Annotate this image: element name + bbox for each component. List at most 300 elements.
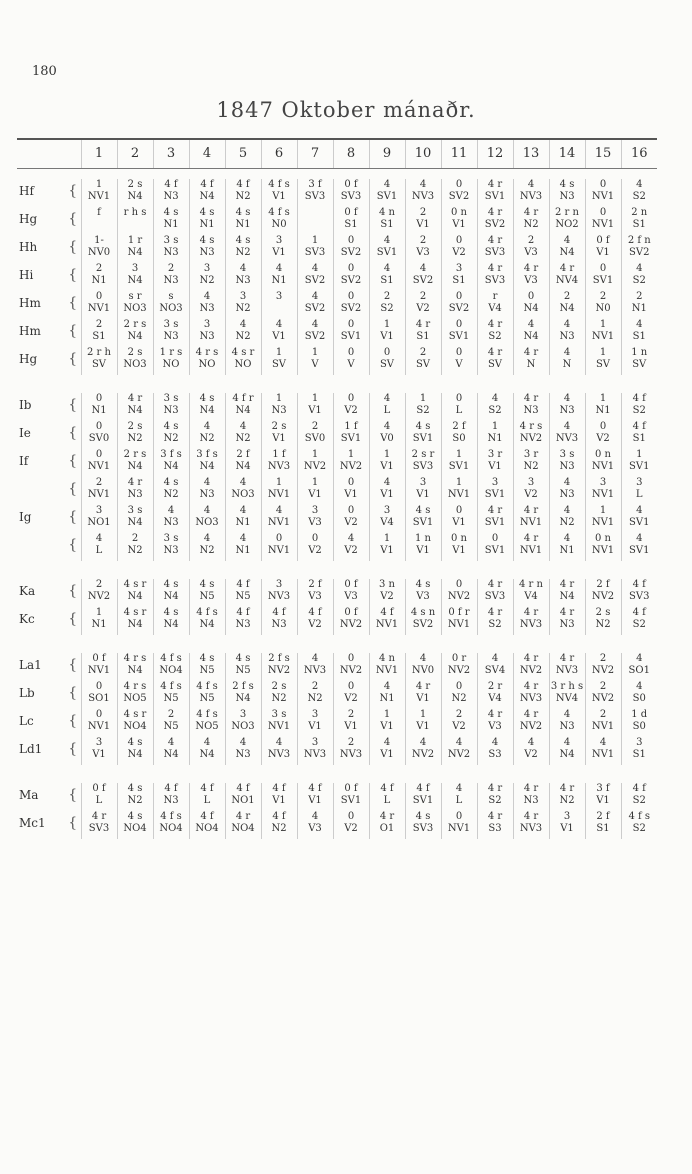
station-label: Hh bbox=[19, 240, 38, 254]
cloud-value: 4 r bbox=[523, 653, 539, 664]
cloud-value: 2 bbox=[599, 681, 607, 692]
station-label: Lc bbox=[19, 714, 34, 728]
cloud-value: 2 s bbox=[127, 421, 143, 432]
cloud-value: 4 f s bbox=[160, 681, 182, 692]
observation-cell bbox=[405, 179, 441, 207]
observation-cell bbox=[189, 709, 225, 737]
observation-cell bbox=[81, 533, 117, 561]
observation-cell bbox=[405, 319, 441, 347]
wind-value: SV1 bbox=[412, 433, 434, 444]
cloud-value: 4 s bbox=[127, 811, 143, 822]
wind-value: N3 bbox=[163, 331, 179, 342]
observation-cell bbox=[117, 783, 153, 811]
observation-cell bbox=[333, 533, 369, 561]
wind-value: N bbox=[562, 359, 572, 370]
cloud-value: 2 bbox=[311, 681, 319, 692]
cloud-value: 1 n bbox=[415, 533, 431, 544]
wind-value: SV3 bbox=[304, 191, 326, 202]
cloud-value: 2 bbox=[455, 709, 463, 720]
wind-value: V2 bbox=[524, 489, 538, 500]
observation-cell bbox=[117, 393, 153, 421]
wind-value: N3 bbox=[235, 275, 251, 286]
cloud-value: 4 s bbox=[163, 421, 179, 432]
cloud-value: 0 bbox=[599, 207, 607, 218]
wind-value: N4 bbox=[235, 693, 251, 704]
wind-value: N2 bbox=[127, 795, 143, 806]
cloud-value: 1 bbox=[275, 477, 283, 488]
observation-cell bbox=[585, 653, 621, 681]
cloud-value: 4 f s bbox=[196, 709, 218, 720]
wind-value: S3 bbox=[488, 749, 502, 760]
cloud-value: 3 bbox=[636, 737, 643, 748]
cloud-value: 0 bbox=[95, 421, 103, 432]
wind-value: N4 bbox=[163, 619, 179, 630]
cloud-value: 4 f bbox=[632, 579, 646, 590]
cloud-value: 4 bbox=[95, 533, 103, 544]
weather-table-container bbox=[17, 138, 657, 839]
wind-value: N3 bbox=[163, 275, 179, 286]
wind-value: V1 bbox=[308, 795, 322, 806]
wind-value: N2 bbox=[559, 795, 575, 806]
cloud-value: 4 f bbox=[308, 607, 322, 618]
wind-value: N4 bbox=[559, 591, 575, 602]
cloud-value: 1 bbox=[383, 533, 391, 544]
observation-cell bbox=[405, 579, 441, 607]
observation-cell bbox=[441, 477, 477, 505]
observation-cell bbox=[621, 737, 657, 765]
wind-value: NV1 bbox=[87, 665, 111, 676]
observation-cell bbox=[297, 449, 333, 477]
wind-value: S1 bbox=[632, 331, 646, 342]
wind-value: N5 bbox=[199, 665, 215, 676]
cloud-value: 4 bbox=[383, 179, 391, 190]
cloud-value: 4 r s bbox=[123, 681, 147, 692]
observation-cell bbox=[369, 533, 405, 561]
wind-value: V1 bbox=[596, 247, 610, 258]
wind-value: NV3 bbox=[519, 619, 543, 630]
weather-observation-table bbox=[17, 138, 657, 839]
wind-value: V0 bbox=[380, 433, 394, 444]
observation-cell bbox=[369, 319, 405, 347]
wind-value: NO3 bbox=[123, 359, 147, 370]
cloud-value: 4 f bbox=[632, 607, 646, 618]
wind-value: SV2 bbox=[448, 191, 470, 202]
observation-cell bbox=[189, 579, 225, 607]
wind-value: L bbox=[455, 795, 463, 806]
wind-value: NO4 bbox=[231, 823, 255, 834]
wind-value: SV1 bbox=[412, 795, 434, 806]
wind-value: NO bbox=[198, 359, 216, 370]
observation-cell bbox=[441, 579, 477, 607]
cloud-value: 4 bbox=[239, 263, 247, 274]
cloud-value: 0 bbox=[455, 235, 463, 246]
observation-cell bbox=[81, 505, 117, 533]
wind-value: S2 bbox=[632, 823, 646, 834]
observation-cell bbox=[513, 533, 549, 561]
wind-value: SV bbox=[632, 359, 647, 370]
observation-cell bbox=[477, 477, 513, 505]
observation-cell bbox=[81, 263, 117, 291]
observation-cell bbox=[333, 421, 369, 449]
observation-cell bbox=[261, 319, 297, 347]
observation-cell bbox=[333, 737, 369, 765]
observation-cell bbox=[333, 505, 369, 533]
wind-value: NV3 bbox=[267, 591, 291, 602]
wind-value: S0 bbox=[632, 693, 646, 704]
wind-value: N1 bbox=[595, 405, 611, 416]
wind-value: NO4 bbox=[159, 665, 183, 676]
wind-value: NO bbox=[162, 359, 180, 370]
wind-value: N4 bbox=[127, 275, 143, 286]
cloud-value: 3 bbox=[275, 235, 283, 246]
wind-value: V1 bbox=[92, 749, 106, 760]
wind-value: N4 bbox=[559, 749, 575, 760]
observation-cell bbox=[549, 783, 585, 811]
cloud-value: 4 f s bbox=[628, 811, 651, 822]
page-title: 1847 Oktober mánaðr. bbox=[216, 98, 476, 122]
cloud-value: 0 bbox=[455, 681, 463, 692]
cloud-value: 4 s n bbox=[410, 607, 436, 618]
observation-cell bbox=[225, 179, 261, 207]
observation-cell bbox=[81, 681, 117, 709]
cloud-value: 3 bbox=[203, 319, 211, 330]
wind-value: N3 bbox=[271, 619, 287, 630]
wind-value: N4 bbox=[127, 331, 143, 342]
observation-cell bbox=[513, 737, 549, 765]
observation-cell bbox=[477, 653, 513, 681]
wind-value: S2 bbox=[632, 795, 646, 806]
cloud-value: 3 r bbox=[523, 449, 539, 460]
observation-cell bbox=[81, 811, 117, 839]
wind-value: N3 bbox=[199, 303, 215, 314]
observation-cell bbox=[297, 607, 333, 635]
observation-cell bbox=[297, 709, 333, 737]
cloud-value: 4 bbox=[203, 477, 211, 488]
observation-cell bbox=[477, 449, 513, 477]
wind-value: V4 bbox=[488, 693, 502, 704]
observation-cell bbox=[405, 811, 441, 839]
observation-cell bbox=[261, 505, 297, 533]
observation-cell bbox=[585, 235, 621, 263]
observation-cell bbox=[441, 737, 477, 765]
observation-cell bbox=[189, 681, 225, 709]
observation-cell bbox=[405, 709, 441, 737]
observation-cell bbox=[405, 449, 441, 477]
cloud-value: 2 r n bbox=[555, 207, 579, 218]
observation-cell bbox=[117, 607, 153, 635]
observation-cell bbox=[369, 393, 405, 421]
table-row bbox=[17, 449, 657, 477]
wind-value: V1 bbox=[380, 461, 394, 472]
spacer-cell bbox=[17, 635, 657, 653]
observation-cell bbox=[585, 179, 621, 207]
cloud-value: 2 r s bbox=[123, 319, 147, 330]
wind-value: V1 bbox=[272, 433, 286, 444]
wind-value: V4 bbox=[488, 303, 502, 314]
brace-mark: { bbox=[68, 583, 78, 599]
cloud-value: 0 bbox=[347, 477, 355, 488]
wind-value: V2 bbox=[308, 545, 322, 556]
cloud-value: 2 bbox=[347, 709, 355, 720]
wind-value: NO5 bbox=[123, 693, 147, 704]
observation-cell bbox=[405, 681, 441, 709]
observation-cell bbox=[117, 179, 153, 207]
observation-cell bbox=[477, 421, 513, 449]
wind-value: V1 bbox=[560, 823, 574, 834]
cloud-value: 2 bbox=[311, 421, 319, 432]
observation-cell bbox=[621, 263, 657, 291]
cloud-value: r bbox=[492, 291, 498, 302]
observation-cell bbox=[369, 449, 405, 477]
observation-cell bbox=[189, 607, 225, 635]
cloud-value: 4 r bbox=[415, 681, 431, 692]
brace-mark: { bbox=[68, 787, 78, 803]
station-label: Hi bbox=[19, 268, 34, 282]
station-label bbox=[17, 533, 65, 561]
cloud-value: 4 bbox=[419, 263, 427, 274]
wind-value: N2 bbox=[523, 219, 539, 230]
wind-value: V1 bbox=[344, 489, 358, 500]
observation-cell bbox=[297, 319, 333, 347]
wind-value: L bbox=[95, 795, 103, 806]
wind-value: N3 bbox=[163, 545, 179, 556]
wind-value: SV3 bbox=[412, 461, 434, 472]
wind-value: V1 bbox=[272, 795, 286, 806]
wind-value: NO1 bbox=[87, 517, 111, 528]
observation-cell bbox=[153, 263, 189, 291]
wind-value: V2 bbox=[596, 433, 610, 444]
observation-cell bbox=[621, 449, 657, 477]
cloud-value: 0 f bbox=[344, 179, 358, 190]
wind-value: N4 bbox=[127, 461, 143, 472]
wind-value: N2 bbox=[235, 303, 251, 314]
observation-cell bbox=[261, 681, 297, 709]
observation-cell bbox=[477, 319, 513, 347]
observation-cell bbox=[585, 263, 621, 291]
wind-value: NV1 bbox=[591, 461, 615, 472]
wind-value: N1 bbox=[91, 405, 107, 416]
observation-cell bbox=[261, 179, 297, 207]
wind-value: N4 bbox=[235, 461, 251, 472]
cloud-value: 4 f bbox=[236, 179, 250, 190]
cloud-value: 0 n bbox=[595, 533, 611, 544]
wind-value: S2 bbox=[488, 405, 502, 416]
wind-value: SV2 bbox=[304, 303, 326, 314]
observation-cell bbox=[549, 737, 585, 765]
cloud-value: 0 bbox=[347, 653, 355, 664]
cloud-value: 0 bbox=[599, 421, 607, 432]
cloud-value: 3 bbox=[527, 477, 535, 488]
observation-cell bbox=[297, 179, 333, 207]
wind-value: N3 bbox=[199, 489, 215, 500]
observation-cell bbox=[153, 653, 189, 681]
cloud-value: 4 r bbox=[487, 783, 503, 794]
observation-cell bbox=[621, 783, 657, 811]
observation-cell bbox=[225, 207, 261, 235]
observation-cell bbox=[333, 291, 369, 319]
cloud-value: 2 f s bbox=[232, 681, 254, 692]
wind-value: V2 bbox=[344, 517, 358, 528]
wind-value: S1 bbox=[632, 433, 646, 444]
cloud-value: 3 bbox=[563, 811, 571, 822]
observation-cell bbox=[225, 291, 261, 319]
wind-value: SV1 bbox=[340, 433, 362, 444]
cloud-value: 4 r bbox=[487, 811, 503, 822]
wind-value: NV1 bbox=[519, 517, 543, 528]
wind-value: V1 bbox=[416, 489, 430, 500]
table-row bbox=[17, 477, 657, 505]
observation-cell bbox=[297, 235, 333, 263]
wind-value: SV1 bbox=[376, 247, 398, 258]
cloud-value: 4 r bbox=[415, 319, 431, 330]
table-row bbox=[17, 579, 657, 607]
cloud-value: 2 f bbox=[236, 449, 250, 460]
cloud-value: 3 f bbox=[308, 179, 322, 190]
wind-value: SV bbox=[487, 359, 503, 370]
cloud-value: 4 r bbox=[523, 393, 539, 404]
cloud-value: 4 bbox=[167, 737, 175, 748]
wind-value: N3 bbox=[163, 795, 179, 806]
wind-value: NO2 bbox=[555, 219, 579, 230]
wind-value: NV1 bbox=[447, 823, 471, 834]
wind-value: N4 bbox=[199, 191, 215, 202]
wind-value: N bbox=[526, 359, 536, 370]
wind-value: S2 bbox=[488, 331, 502, 342]
observation-cell bbox=[333, 235, 369, 263]
observation-cell bbox=[81, 607, 117, 635]
cloud-value: 4 bbox=[203, 421, 211, 432]
wind-value: N4 bbox=[163, 749, 179, 760]
wind-value: N2 bbox=[523, 461, 539, 472]
observation-cell bbox=[297, 347, 333, 375]
observation-cell bbox=[297, 579, 333, 607]
wind-value: N3 bbox=[523, 405, 539, 416]
wind-value: N2 bbox=[595, 619, 611, 630]
wind-value: SV2 bbox=[629, 247, 650, 258]
cloud-value: 4 bbox=[636, 319, 643, 330]
wind-value: V2 bbox=[344, 545, 358, 556]
wind-value: L bbox=[635, 489, 643, 500]
table-row bbox=[17, 681, 657, 709]
observation-cell bbox=[153, 579, 189, 607]
cloud-value: 4 bbox=[383, 263, 391, 274]
cloud-value: 3 bbox=[95, 737, 103, 748]
wind-value: V2 bbox=[344, 405, 358, 416]
observation-cell bbox=[153, 319, 189, 347]
wind-value: SV3 bbox=[88, 823, 110, 834]
cloud-value: 4 r bbox=[487, 235, 503, 246]
cloud-value: 4 r bbox=[523, 207, 539, 218]
cloud-value: 4 r bbox=[523, 607, 539, 618]
wind-value: NV2 bbox=[591, 693, 615, 704]
wind-value: N3 bbox=[199, 331, 215, 342]
cloud-value: 4 s bbox=[163, 607, 179, 618]
observation-cell bbox=[81, 653, 117, 681]
cloud-value: 0 f bbox=[344, 207, 358, 218]
station-label: Lb bbox=[19, 686, 35, 700]
cloud-value: 4 bbox=[275, 737, 283, 748]
observation-cell bbox=[189, 505, 225, 533]
wind-value: N2 bbox=[163, 433, 179, 444]
observation-cell bbox=[369, 709, 405, 737]
cloud-value: 2 bbox=[95, 477, 103, 488]
wind-value: V2 bbox=[308, 619, 322, 630]
cloud-value: 0 bbox=[455, 291, 463, 302]
observation-cell bbox=[405, 393, 441, 421]
cloud-value: 4 bbox=[239, 319, 247, 330]
cloud-value: 4 bbox=[491, 393, 499, 404]
station-label: Hm bbox=[19, 296, 41, 310]
observation-cell bbox=[153, 681, 189, 709]
observation-cell bbox=[297, 263, 333, 291]
brace-mark: { bbox=[68, 323, 78, 339]
cloud-value: 2 bbox=[599, 653, 607, 664]
wind-value: SV1 bbox=[592, 275, 614, 286]
cloud-value: 0 bbox=[383, 347, 391, 358]
cloud-value: 2 n bbox=[631, 207, 648, 218]
observation-cell bbox=[117, 709, 153, 737]
cloud-value: 4 r bbox=[487, 207, 503, 218]
wind-value: SV2 bbox=[304, 331, 326, 342]
cloud-value: 2 f s bbox=[268, 653, 290, 664]
wind-value: NV3 bbox=[303, 665, 327, 676]
wind-value: SO1 bbox=[88, 693, 110, 704]
wind-value: N1 bbox=[487, 433, 503, 444]
header-corner bbox=[65, 139, 81, 169]
observation-cell bbox=[585, 579, 621, 607]
wind-value: V3 bbox=[308, 517, 322, 528]
observation-cell bbox=[369, 737, 405, 765]
cloud-value: 3 bbox=[311, 709, 319, 720]
cloud-value: 4 r bbox=[487, 347, 503, 358]
wind-value: NV1 bbox=[591, 489, 615, 500]
observation-cell bbox=[189, 347, 225, 375]
brace-mark: { bbox=[68, 267, 78, 283]
wind-value: N4 bbox=[127, 517, 143, 528]
cloud-value: 4 s bbox=[127, 737, 143, 748]
observation-cell bbox=[261, 207, 297, 235]
wind-value: V4 bbox=[524, 591, 538, 602]
observation-cell bbox=[549, 393, 585, 421]
wind-value: V1 bbox=[380, 545, 394, 556]
wind-value: N0 bbox=[595, 303, 611, 314]
brace-mark: { bbox=[68, 815, 78, 831]
wind-value: N3 bbox=[235, 619, 251, 630]
brace-mark: { bbox=[68, 351, 78, 367]
cloud-value: 0 bbox=[455, 579, 463, 590]
observation-cell bbox=[81, 319, 117, 347]
cloud-value: 3 s bbox=[163, 235, 179, 246]
observation-cell bbox=[117, 653, 153, 681]
cloud-value: 1 n bbox=[631, 347, 648, 358]
wind-value: NV1 bbox=[267, 489, 291, 500]
observation-cell bbox=[621, 811, 657, 839]
observation-cell bbox=[369, 207, 405, 235]
cloud-value: 1 bbox=[491, 421, 499, 432]
cloud-value: 4 r bbox=[523, 505, 539, 516]
cloud-value: 2 s bbox=[127, 347, 143, 358]
wind-value: NV1 bbox=[87, 721, 111, 732]
day-header-row bbox=[17, 139, 657, 169]
observation-cell bbox=[225, 811, 261, 839]
cloud-value: 4 r s bbox=[123, 653, 147, 664]
observation-cell bbox=[585, 783, 621, 811]
wind-value: N4 bbox=[163, 591, 179, 602]
day-header-3: 3 bbox=[153, 139, 189, 169]
cloud-value: 4 bbox=[347, 533, 355, 544]
cloud-value: 3 f s bbox=[196, 449, 218, 460]
wind-value: V2 bbox=[452, 721, 466, 732]
